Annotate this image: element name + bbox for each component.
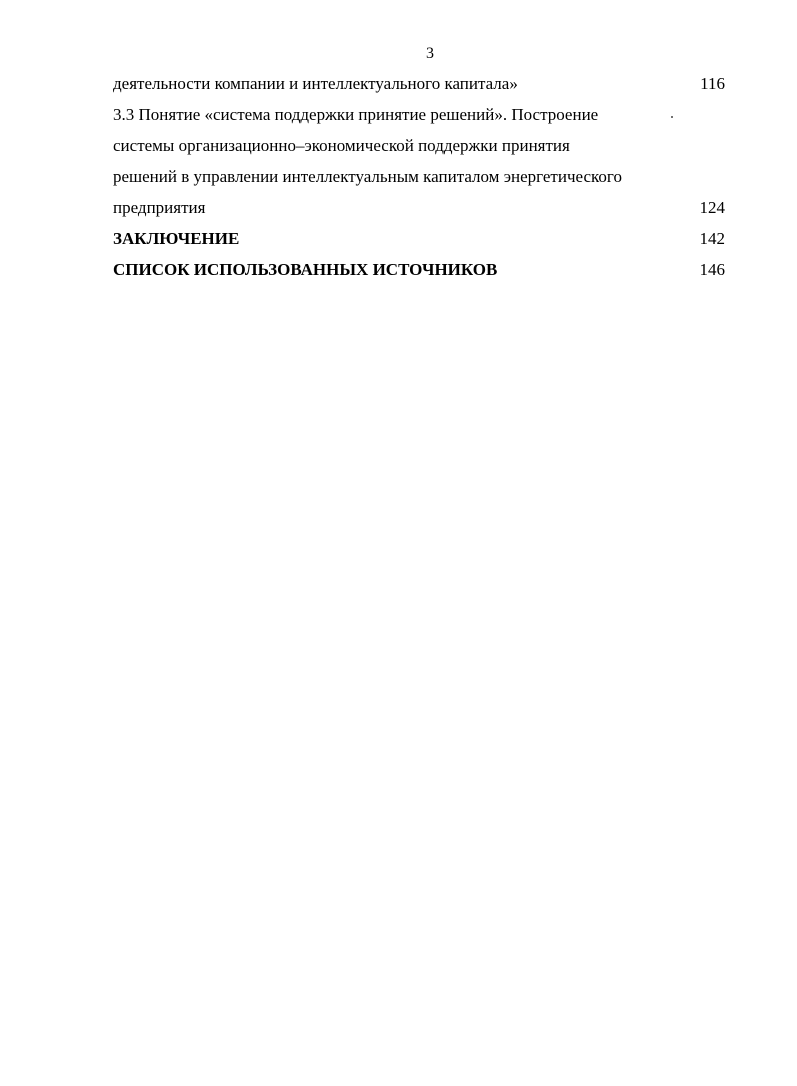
toc-entry-title: системы организационно–экономической поддержки принятия [113,136,570,155]
toc-entry-title: предприятия [113,198,206,217]
toc-entry-title: ЗАКЛЮЧЕНИЕ [113,229,240,248]
toc-entry [113,134,725,165]
toc-entry-title: деятельности компании и интеллектуального капитала» [113,74,518,93]
toc-entry [113,196,725,227]
toc-entry-page: 142 [699,229,725,248]
toc-entry [113,227,725,258]
toc-entry [113,258,725,289]
toc-entry-page: 146 [699,260,725,279]
toc-entry [113,72,725,103]
toc-entry [113,103,725,134]
toc-entry-title: СПИСОК ИСПОЛЬЗОВАННЫХ ИСТОЧНИКОВ [113,260,498,279]
toc-entry [113,165,725,196]
toc-entry-title: решений в управлении интеллектуальным капиталом энергетического [113,167,622,186]
toc-entry-title: 3.3 Понятие «система поддержки принятие решений». Построение [113,105,599,124]
toc-entry-page: 116 [700,74,725,93]
table-of-contents [113,72,725,289]
page-number: 3 [426,45,434,62]
toc-entry-page: 124 [699,198,725,217]
